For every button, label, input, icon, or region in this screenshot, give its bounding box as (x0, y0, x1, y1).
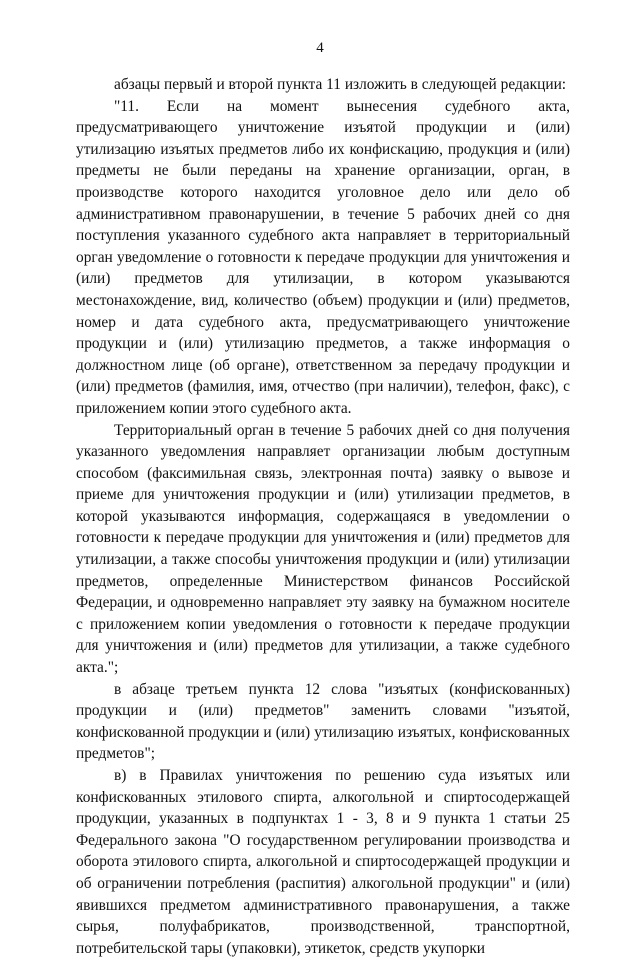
document-body (76, 74, 570, 959)
paragraph-item-11: "11. Если на момент вынесения судебного акта, предусматривающего уничтожение изъятой продукции и (или) утилизацию изъятых предметов либо их конфискацию, продукция и (или) предметы не были переданы на хранение организации, орган, в производстве которого находится уголовное дело или дело об административном правонарушении, в течение 5 рабочих дней со дня поступления указанного судебного акта направляет в территориальный орган уведомление о готовности к передаче продукции для уничтожения и (или) предметов для утилизации, в котором указываются местонахождение, вид, количество (объем) продукции и (или) предметов, номер и дата судебного акта, предусматривающего уничтожение продукции и (или) утилизацию предметов, а также информация о должностном лице (об органе), ответственном за передачу продукции и (или) предметов (фамилия, имя, отчество (при наличии), телефон, факс), с приложением копии этого судебного акта. (76, 97, 570, 417)
paragraph-territorial-body: Территориальный орган в течение 5 рабочих дней со дня получения указанного уведомления направляет организации любым доступным способом (факсимильная связь, электронная почта) заявку о вывозе и приеме для уничтожения продукции и (или) утилизации предметов, в которой указываются информация, содержащаяся в уведомлении о готовности к передаче продукции для уничтожения и (или) предметов для утилизации, а также способы уничтожения продукции и (или) утилизации предметов, определенные Министерством финансов Российской Федерации, и одновременно направляет эту заявку на бумажном носителе с приложением копии уведомления о готовности к передаче продукции для уничтожения и (или) предметов для утилизации, а также судебного акта."; (76, 421, 570, 677)
paragraph-amendment-intro: абзацы первый и второй пункта 11 изложить в следующей редакции: (114, 76, 567, 93)
paragraph-item-12-amendment: в абзаце третьем пункта 12 слова "изъятых (конфискованных) продукции и (или) предметов" заменить словами "изъятой, конфискованной продукции и (или) утилизацию изъятых, конфискованных предметов"; (76, 680, 570, 763)
page-number: 4 (316, 40, 324, 56)
paragraph-subitem-v: в) в Правилах уничтожения по решению суда изъятых или конфискованных этилового спирта, алкогольной и спиртосодержащей продукции, указанных в подпунктах 1 - 3, 8 и 9 пункта 1 статьи 25 Федерального закона "О государственном регулировании производства и оборота этилового спирта, алкогольной и спиртосодержащей продукции и об ограничении потребления (распития) алкогольной продукции" и (или) явившихся предметом административного правонарушения, а также сырья, полуфабрикатов, производственной, транспортной, потребительской тары (упаковки), этикеток, средств укупорки (76, 767, 570, 957)
